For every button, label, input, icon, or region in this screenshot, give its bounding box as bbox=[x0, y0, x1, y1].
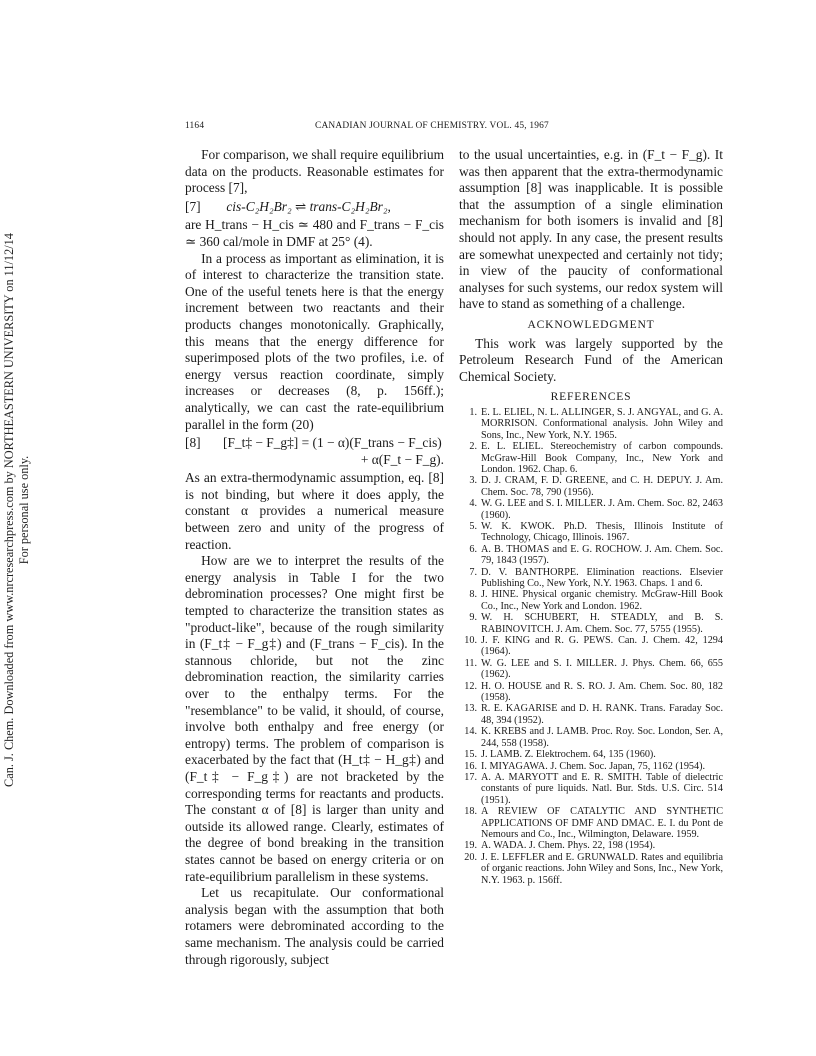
reference-text: W. G. LEE and S. I. MILLER. J. Am. Chem. Soc. 82, 2463 (1960). bbox=[481, 498, 723, 521]
reference-number: 11. bbox=[464, 657, 477, 669]
reference-number: 16. bbox=[464, 760, 477, 772]
reference-item bbox=[459, 544, 723, 567]
reference-item bbox=[459, 635, 723, 658]
equation-line: + α(F_t − F_g). bbox=[360, 451, 444, 467]
reference-number: 13. bbox=[464, 703, 477, 715]
reference-text: I. MIYAGAWA. J. Chem. Soc. Japan, 75, 1162 (1954). bbox=[481, 760, 706, 772]
reference-text: J. E. LEFFLER and E. GRUNWALD. Rates and equilibria of organic reactions. John Wiley and Sons, Inc., New York, N.Y. 1963. p. 156ff. bbox=[481, 851, 723, 886]
references-list bbox=[459, 407, 723, 886]
reference-number: 17. bbox=[464, 771, 477, 783]
reference-item bbox=[459, 407, 723, 441]
reference-item bbox=[459, 852, 723, 886]
reference-text: D. V. BANTHORPE. Elimination reactions. Elsevier Publishing Co., New York, N.Y. 1963. Chaps. 1 and 6. bbox=[481, 566, 723, 589]
paragraph: are H_trans − H_cis ≃ 480 and F_trans − F_cis ≃ 360 cal/mole in DMF at 25° (4). bbox=[185, 217, 444, 249]
reference-number: 2. bbox=[469, 441, 477, 453]
paragraph: As an extra-thermodynamic assumption, eq. [8] is not binding, but where it does apply, the constant α provides a numerical measure between zero and unity of the progress of reaction. bbox=[185, 470, 444, 552]
reference-text: W. G. LEE and S. I. MILLER. J. Phys. Chem. 66, 655 (1962). bbox=[481, 657, 723, 681]
reference-item bbox=[459, 589, 723, 612]
right-column bbox=[459, 147, 723, 886]
reference-text: J. HINE. Physical organic chemistry. McGraw-Hill Book Co., Inc., New York and London. 1962. bbox=[481, 589, 723, 612]
reference-item bbox=[459, 521, 723, 544]
reference-item bbox=[459, 749, 723, 760]
reference-number: 5. bbox=[469, 520, 477, 532]
reference-text: R. E. KAGARISE and D. H. RANK. Trans. Faraday Soc. 48, 394 (1952). bbox=[481, 703, 723, 726]
reference-item bbox=[459, 475, 723, 498]
reference-number: 19. bbox=[464, 840, 477, 852]
reference-text: A. A. MARYOTT and E. R. SMITH. Table of dielectric constants of pure liquids. Natl. Bur. Stds. U.S. Circ. 514 (1951). bbox=[481, 771, 723, 806]
reference-text: K. KREBS and J. LAMB. Proc. Roy. Soc. London, Ser. A, 244, 558 (1958). bbox=[481, 726, 723, 749]
reference-item bbox=[459, 761, 723, 772]
reference-text: A. WADA. J. Chem. Phys. 22, 198 (1954). bbox=[481, 840, 656, 852]
paragraph: How are we to interpret the results of the energy analysis in Table I for the two debromination processes? One might first be tempted to characterize the transition states as "product-like", because of the rough similarity in (F_t‡ − F_g‡) and (F_trans − F_cis). In the stannous chloride, but not the zinc debromination reaction, the similarity carries over to the enthalpy terms. For the "resemblance" to be valid, it should, of course, involve both enthalpy and free energy (or entropy) terms. The problem of comparison is exacerbated by the fact that (H_t‡ − H_g‡) and (F_t‡ − F_g‡) are not bracketed by the corresponding terms for reactants and products. The constant α of [8] is larger than unity and outside its allowed range. Clearly, estimates of the degree of bond breaking in the transition states cannot be based on energy criteria or on rate-equilibrium parallelism in these systems. bbox=[185, 553, 444, 884]
references-heading: REFERENCES bbox=[550, 390, 632, 404]
reference-text: E. L. ELIEL. Stereochemistry of carbon compounds. McGraw-Hill Book Company, Inc., New York and London. 1962. Chap. 6. bbox=[481, 441, 723, 475]
reference-text: J. F. KING and R. G. PEWS. Can. J. Chem. 42, 1294 (1964). bbox=[481, 635, 723, 658]
reference-text: E. L. ELIEL, N. L. ALLINGER, S. J. ANGYAL, and G. A. MORRISON. Conformational analysis. John Wiley and Sons, Inc., New York, N.Y. 1965. bbox=[481, 406, 723, 441]
paragraph: In a process as important as elimination, it is of interest to characterize the transition state. One of the useful tenets here is that the energy increment between two reactants and their products changes monotonically. Graphically, this means that the energy difference for superimposed plots of the two profiles, i.e. of energy versus reaction coordinate, simply increases or decreases (8, p. 156ff.); analytically, we can cast the rate-equilibrium parallel in the form (20) bbox=[185, 250, 444, 432]
reference-number: 20. bbox=[464, 851, 477, 863]
reference-number: 18. bbox=[464, 806, 477, 818]
equation-8 bbox=[185, 435, 444, 468]
reference-item bbox=[459, 772, 723, 806]
equation-body: cis-C₂H₂Br₂ ⇌ trans-C₂H₂Br₂, bbox=[226, 198, 391, 214]
reference-text: W. K. KWOK. Ph.D. Thesis, Illinois Institute of Technology, Chicago, Illinois. 1967. bbox=[481, 520, 723, 544]
download-notice-line2: For personal use only. bbox=[16, 455, 31, 565]
reference-item bbox=[459, 840, 723, 851]
reference-number: 12. bbox=[464, 680, 477, 692]
equation-number: [8] bbox=[185, 435, 201, 451]
reference-item bbox=[459, 612, 723, 635]
reference-number: 8. bbox=[469, 589, 477, 601]
reference-number: 14. bbox=[464, 726, 477, 738]
reference-item bbox=[459, 681, 723, 704]
reference-item bbox=[459, 567, 723, 590]
reference-text: A REVIEW OF CATALYTIC AND SYNTHETIC APPLICATIONS OF DMF AND DMAC. E. I. du Pont de Nemours and Co., Inc., Wilmington, Delaware. 1959. bbox=[481, 806, 723, 840]
paragraph: For comparison, we shall require equilibrium data on the products. Reasonable estimates for process [7], bbox=[185, 147, 444, 196]
left-column bbox=[185, 147, 444, 968]
reference-number: 1. bbox=[469, 406, 477, 418]
reference-text: A. B. THOMAS and E. G. ROCHOW. J. Am. Chem. Soc. 79, 1843 (1957). bbox=[481, 543, 723, 567]
paragraph: to the usual uncertainties, e.g. in (F_t − F_g). It was then apparent that the extra-thermodynamic assumption [8] was inapplicable. It is possible that the assumption of a single elimination mechanism for both isomers is invalid and [8] should not apply. In any case, the present results are somewhat unexpected and certainly not tidy; in view of the paucity of conformational analyses for such systems, our redox system will have to stand as something of a challenge. bbox=[459, 147, 723, 312]
reference-number: 7. bbox=[469, 566, 477, 578]
acknowledgment-text: This work was largely supported by the Petroleum Research Fund of the American Chemical Society. bbox=[459, 335, 723, 384]
reference-item bbox=[459, 441, 723, 475]
reference-item bbox=[459, 498, 723, 521]
journal-title: CANADIAN JOURNAL OF CHEMISTRY. VOL. 45, 1967 bbox=[315, 121, 549, 131]
reference-text: D. J. CRAM, F. D. GREENE, and C. H. DEPUY. J. Am. Chem. Soc. 78, 790 (1956). bbox=[481, 475, 723, 498]
reference-text: H. O. HOUSE and R. S. RO. J. Am. Chem. Soc. 80, 182 (1958). bbox=[481, 680, 723, 704]
reference-item bbox=[459, 658, 723, 681]
reference-number: 10. bbox=[464, 635, 477, 647]
download-notice-line1: Can. J. Chem. Downloaded from www.nrcresearchpress.com by NORTHEASTERN UNIVERSITY on 11/12/14 bbox=[2, 233, 16, 787]
equation-number: [7] bbox=[185, 198, 201, 214]
reference-number: 15. bbox=[464, 749, 477, 761]
page-number: 1164 bbox=[185, 121, 205, 131]
reference-item bbox=[459, 726, 723, 749]
reference-text: J. LAMB. Z. Elektrochem. 64, 135 (1960). bbox=[481, 749, 656, 761]
acknowledgment-heading: ACKNOWLEDGMENT bbox=[527, 317, 655, 331]
reference-number: 4. bbox=[469, 498, 477, 510]
reference-number: 3. bbox=[469, 475, 477, 487]
reference-item bbox=[459, 703, 723, 726]
reference-number: 6. bbox=[469, 543, 477, 555]
reference-text: W. H. SCHUBERT, H. STEADLY, and B. S. RABINOVITCH. J. Am. Chem. Soc. 77, 5755 (1955). bbox=[481, 612, 723, 635]
equation-line: [F_t‡ − F_g‡] = (1 − α)(F_trans − F_cis) bbox=[223, 435, 442, 451]
reference-item bbox=[459, 806, 723, 840]
paragraph: Let us recapitulate. Our conformational analysis began with the assumption that both rotamers were debrominated according to the same mechanism. The analysis could be carried through rigorously, subject bbox=[185, 885, 444, 967]
equation-7 bbox=[185, 199, 444, 216]
reference-number: 9. bbox=[469, 612, 477, 624]
